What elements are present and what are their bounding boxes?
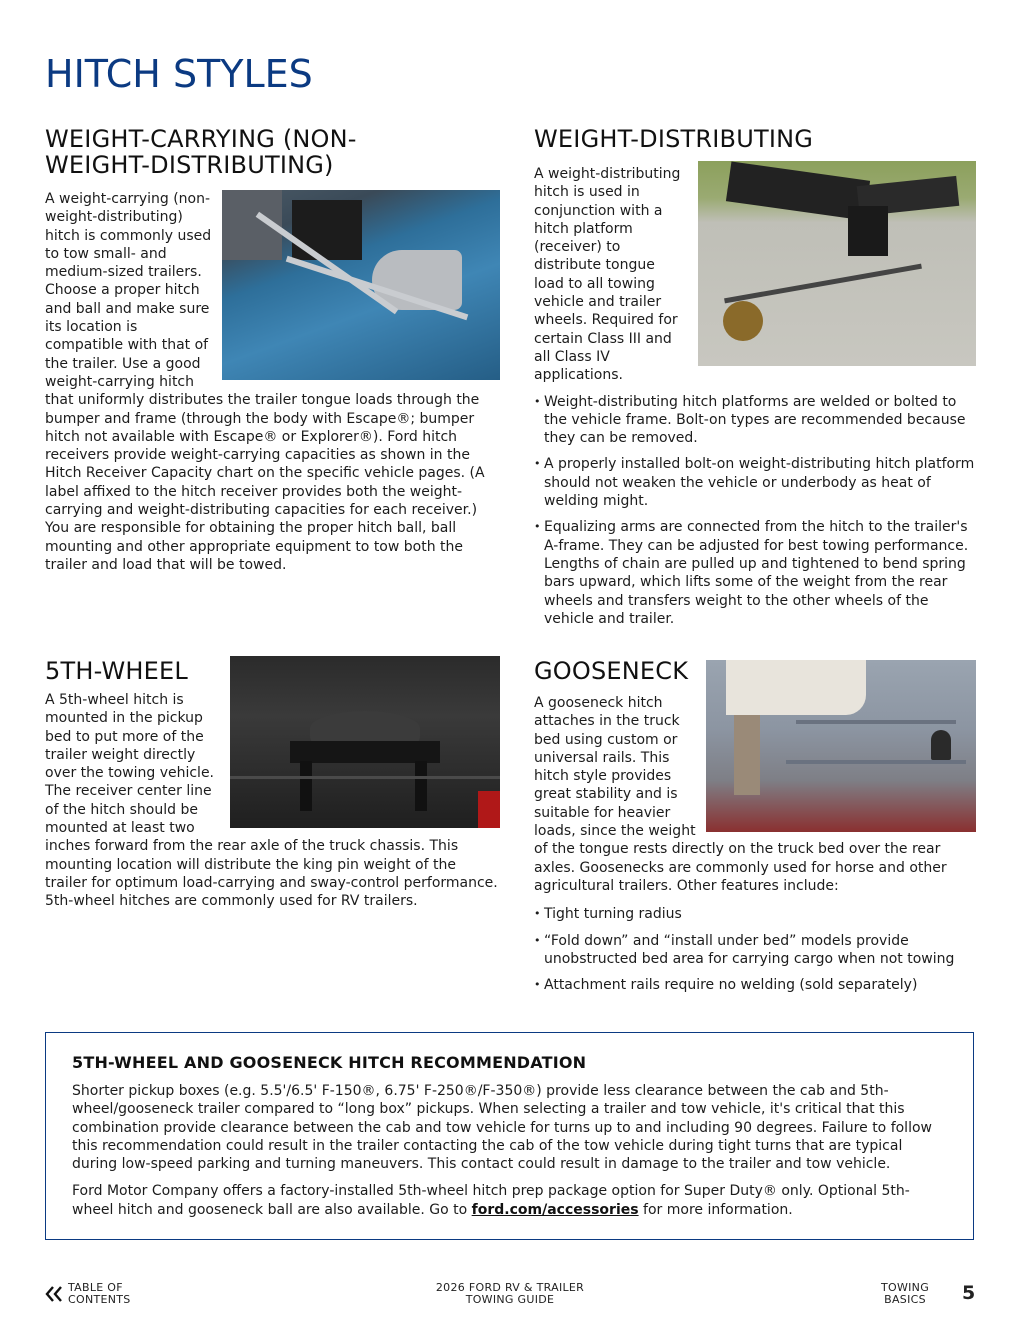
gooseneck-body: A gooseneck hitch attaches in the truck bed using custom or universal rails. This hitch style provides great stability and is suitable for heavier loads, since the weight of the tongue rests directly on the truck bed over the rear axles. Goosenecks are commonly used for horse and other agricultural trailers. Other features include: — [534, 695, 947, 894]
double-chevron-left-icon — [45, 1286, 63, 1302]
list-item: • Attachment rails require no welding (sold separately) — [534, 976, 976, 994]
section-name — [870, 1282, 940, 1306]
ford-accessories-link[interactable]: ford.com/accessories — [471, 1201, 639, 1218]
list-item: • “Fold down” and “install under bed” models provide unobstructed bed area for carrying cargo when not towing — [534, 932, 976, 969]
gooseneck-section — [534, 694, 976, 994]
toc-label-line2: CONTENTS — [68, 1293, 131, 1306]
weight-carrying-heading-line2: WEIGHT-DISTRIBUTING) — [45, 151, 334, 179]
toc-label-line1: TABLE OF — [68, 1281, 123, 1294]
weight-carrying-body: A weight-carrying (non-weight-distributing) hitch is commonly used to tow small- and medium-sized trailers. Choose a proper hitch and ball and make sure its location is compatible with that of the trailer. Use a good weight-carrying hitch that uniformly distributes the trailer tongue loads through the bumper and frame (through the body with Escape®; bumper hitch not available with Escape® or Explorer®). Ford hitch receivers provide weight-carrying capacities as shown in the Hitch Receiver Capacity chart on the specific vehicle pages. (A label affixed to the hitch receiver provides both the weight-carrying and weight-distributing capacities for each receiver.) You are responsible for obtaining the proper hitch ball, ball mounting and other appropriate equipment to tow both the trailer and load that will be towed. — [45, 191, 485, 573]
section-name-line1: TOWING — [880, 1281, 930, 1294]
fifth-wheel-hitch-photo — [230, 656, 500, 828]
weight-distributing-heading: WEIGHT-DISTRIBUTING — [534, 125, 814, 153]
guide-title — [380, 1282, 640, 1306]
guide-title-line2: TOWING GUIDE — [465, 1293, 555, 1306]
weight-carrying-heading-line1: WEIGHT-CARRYING (NON- — [45, 125, 357, 153]
recommendation-paragraph-2 — [72, 1182, 947, 1219]
weight-carrying-hitch-photo — [222, 190, 500, 380]
fifth-wheel-section — [45, 691, 500, 911]
page-number: 5 — [962, 1282, 976, 1304]
recommendation-title: 5TH-WHEEL AND GOOSENECK HITCH RECOMMENDATION — [72, 1053, 587, 1072]
fifth-wheel-heading: 5TH-WHEEL — [45, 657, 188, 685]
list-item: • Equalizing arms are connected from the hitch to the trailer's A-frame. They can be adjusted for best towing performance. Lengths of chain are pulled up and tightened to bend spring bars upward, which lifts some of the weight from the rear wheels and transfers weight to the other wheels of the vehicle and trailer. — [534, 518, 976, 628]
weight-distributing-section — [534, 165, 976, 628]
page-title: HITCH STYLES — [45, 52, 313, 96]
table-of-contents-link[interactable] — [45, 1282, 131, 1306]
recommendation-text-after-link: for more information. — [638, 1201, 793, 1218]
section-name-line2: BASICS — [884, 1293, 926, 1306]
list-item: • A properly installed bolt-on weight-distributing hitch platform should not weaken the vehicle or underbody as heat of welding might. — [534, 455, 976, 510]
gooseneck-heading: GOOSENECK — [534, 657, 689, 685]
recommendation-paragraph-1: Shorter pickup boxes (e.g. 5.5'/6.5' F-150®, 6.75' F-250®/F-350®) provide less clearance between the cab and 5th-wheel/gooseneck trailer compared to “long box” pickups. When selecting a trailer and tow vehicle, it's critical that this combination provide clearance between the cab and tow vehicle for turns up to and including 90 degrees. Failure to follow this recommendation could result in the trailer contacting the cab of the tow vehicle during tight turns that are typical during low-speed parking and turning maneuvers. This contact could result in damage to the trailer and tow vehicle. — [72, 1083, 932, 1173]
weight-distributing-bullets — [534, 393, 976, 629]
guide-title-line1: 2026 FORD RV & TRAILER — [435, 1281, 585, 1294]
gooseneck-bullets — [534, 895, 976, 994]
weight-distributing-hitch-photo — [698, 161, 976, 366]
fifth-wheel-body: A 5th-wheel hitch is mounted in the pickup bed to put more of the trailer weight directly over the towing vehicle. The receiver center line of the hitch should be mounted at least two inches forward from the rear axle of the truck chassis. This mounting location will distribute the king pin weight of the trailer for optimum load-carrying and sway-control performance. 5th-wheel hitches are commonly used for RV trailers. — [45, 692, 498, 910]
weight-carrying-section — [45, 190, 500, 574]
recommendation-text-before-link: Ford Motor Company offers a factory-installed 5th-wheel hitch prep package option for Super Duty® only. Optional 5th-wheel hitch and gooseneck ball are also available. Go to — [72, 1183, 910, 1218]
recommendation-box — [45, 1032, 974, 1240]
gooseneck-hitch-photo — [706, 660, 976, 832]
weight-distributing-body: A weight-distributing hitch is used in conjunction with a hitch platform (receiver) to distribute tongue load to all towing vehicle and trailer wheels. Required for certain Class III and all Class IV applications. — [534, 166, 681, 384]
list-item: • Tight turning radius — [534, 905, 976, 923]
weight-carrying-heading — [45, 126, 357, 178]
list-item: • Weight-distributing hitch platforms are welded or bolted to the vehicle frame. Bolt-on types are recommended because they can be removed. — [534, 393, 976, 448]
